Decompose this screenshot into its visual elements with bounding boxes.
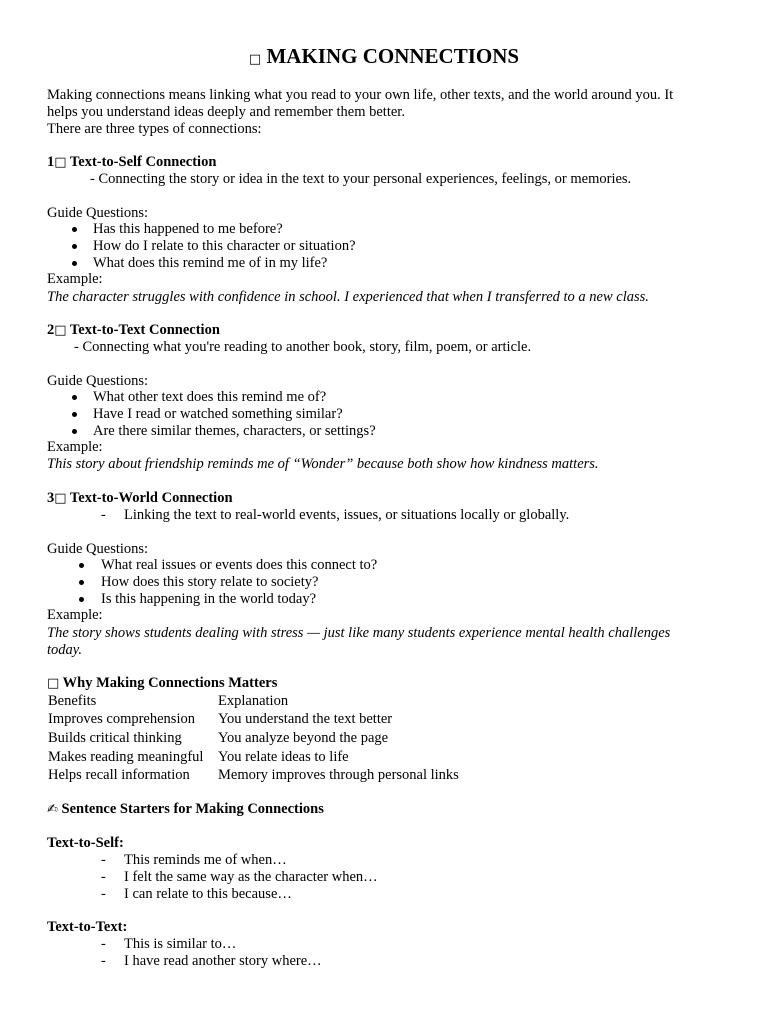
section-2-example: This story about friendship reminds me of “Wonder” because both show how kindness matters. <box>47 456 599 472</box>
section-3-number: 3 <box>47 490 55 506</box>
section-2-heading <box>47 322 220 339</box>
section-3-icon: □ <box>54 491 67 506</box>
table-cell: Builds critical thinking <box>48 730 182 746</box>
section-1-example-label: Example: <box>47 271 103 287</box>
section-1-title: Text-to-Self Connection <box>69 154 217 170</box>
table-header-explanation: Explanation <box>218 693 289 709</box>
section-3-description: Linking the text to real-world events, issues, or situations locally or globally. <box>124 507 570 523</box>
starters-group-2-label: Text-to-Text: <box>47 919 128 935</box>
why-icon: □ <box>47 676 60 691</box>
section-3-question-3: Is this happening in the world today? <box>101 591 317 607</box>
title-icon: □ <box>248 52 262 67</box>
starters-group-1-label: Text-to-Self: <box>47 835 124 851</box>
intro-line-2: helps you understand ideas deeply and remember them better. <box>47 104 405 120</box>
dash-marker: - <box>101 869 106 885</box>
bullet-icon <box>72 244 77 249</box>
bullet-icon <box>72 395 77 400</box>
intro-line-1: Making connections means linking what you read to your own life, other texts, and the world around you. It <box>47 87 674 103</box>
starter-item: This reminds me of when… <box>124 852 287 868</box>
section-2-number: 2 <box>47 322 55 338</box>
section-1-heading <box>47 154 216 171</box>
section-2-description: - Connecting what you're reading to another book, story, film, poem, or article. <box>74 339 532 355</box>
section-2-question-3: Are there similar themes, characters, or settings? <box>93 423 376 439</box>
title-text: MAKING CONNECTIONS <box>266 44 520 68</box>
section-3-example-line-1: The story shows students dealing with stress — just like many students experience mental health challenges <box>47 625 671 641</box>
bullet-icon <box>79 597 84 602</box>
dash-marker: - <box>101 953 106 969</box>
bullet-icon <box>79 563 84 568</box>
why-heading <box>47 675 277 692</box>
page-title <box>0 43 768 73</box>
dash-marker: - <box>101 936 106 952</box>
section-3-example-line-2: today. <box>47 642 83 658</box>
section-1-guide-label: Guide Questions: <box>47 205 149 221</box>
section-2-title: Text-to-Text Connection <box>69 322 220 338</box>
section-1-question-3: What does this remind me of in my life? <box>93 255 328 271</box>
writing-hand-icon: ✍ <box>47 802 58 817</box>
table-cell: Improves comprehension <box>48 711 195 727</box>
starter-item: I felt the same way as the character when… <box>124 869 378 885</box>
dash-marker: - <box>101 852 106 868</box>
starter-item: This is similar to… <box>124 936 237 952</box>
table-cell: You relate ideas to life <box>218 749 349 765</box>
bullet-icon <box>72 261 77 266</box>
starter-item: I have read another story where… <box>124 953 322 969</box>
section-3-title: Text-to-World Connection <box>69 490 233 506</box>
table-cell: Makes reading meaningful <box>48 749 204 765</box>
section-3-heading <box>47 490 233 507</box>
section-3-guide-label: Guide Questions: <box>47 541 149 557</box>
section-2-example-label: Example: <box>47 439 103 455</box>
why-title: Why Making Connections Matters <box>62 675 278 691</box>
table-cell: You understand the text better <box>218 711 393 727</box>
starter-item: I can relate to this because… <box>124 886 292 902</box>
section-1-number: 1 <box>47 154 55 170</box>
bullet-icon <box>72 429 77 434</box>
section-3-question-2: How does this story relate to society? <box>101 574 319 590</box>
intro-line-3: There are three types of connections: <box>47 121 262 137</box>
dash-marker: - <box>101 886 106 902</box>
table-cell: Memory improves through personal links <box>218 767 459 783</box>
bullet-icon <box>72 227 77 232</box>
section-3-description-dash: - <box>101 507 106 523</box>
table-header-benefits: Benefits <box>48 693 97 709</box>
section-1-icon: □ <box>54 155 67 170</box>
section-1-question-2: How do I relate to this character or situation? <box>93 238 356 254</box>
section-3-question-1: What real issues or events does this connect to? <box>101 557 378 573</box>
section-2-question-2: Have I read or watched something similar? <box>93 406 343 422</box>
section-1-example: The character struggles with confidence in school. I experienced that when I transferred to a new class. <box>47 289 649 305</box>
starters-title: Sentence Starters for Making Connections <box>61 801 324 817</box>
section-3-example-label: Example: <box>47 607 103 623</box>
table-cell: Helps recall information <box>48 767 190 783</box>
table-cell: You analyze beyond the page <box>218 730 389 746</box>
bullet-icon <box>79 580 84 585</box>
section-2-question-1: What other text does this remind me of? <box>93 389 327 405</box>
starters-heading <box>47 801 324 818</box>
bullet-icon <box>72 412 77 417</box>
section-2-guide-label: Guide Questions: <box>47 373 149 389</box>
section-1-description: - Connecting the story or idea in the text to your personal experiences, feelings, or memories. <box>90 171 632 187</box>
section-1-question-1: Has this happened to me before? <box>93 221 283 237</box>
section-2-icon: □ <box>54 323 67 338</box>
